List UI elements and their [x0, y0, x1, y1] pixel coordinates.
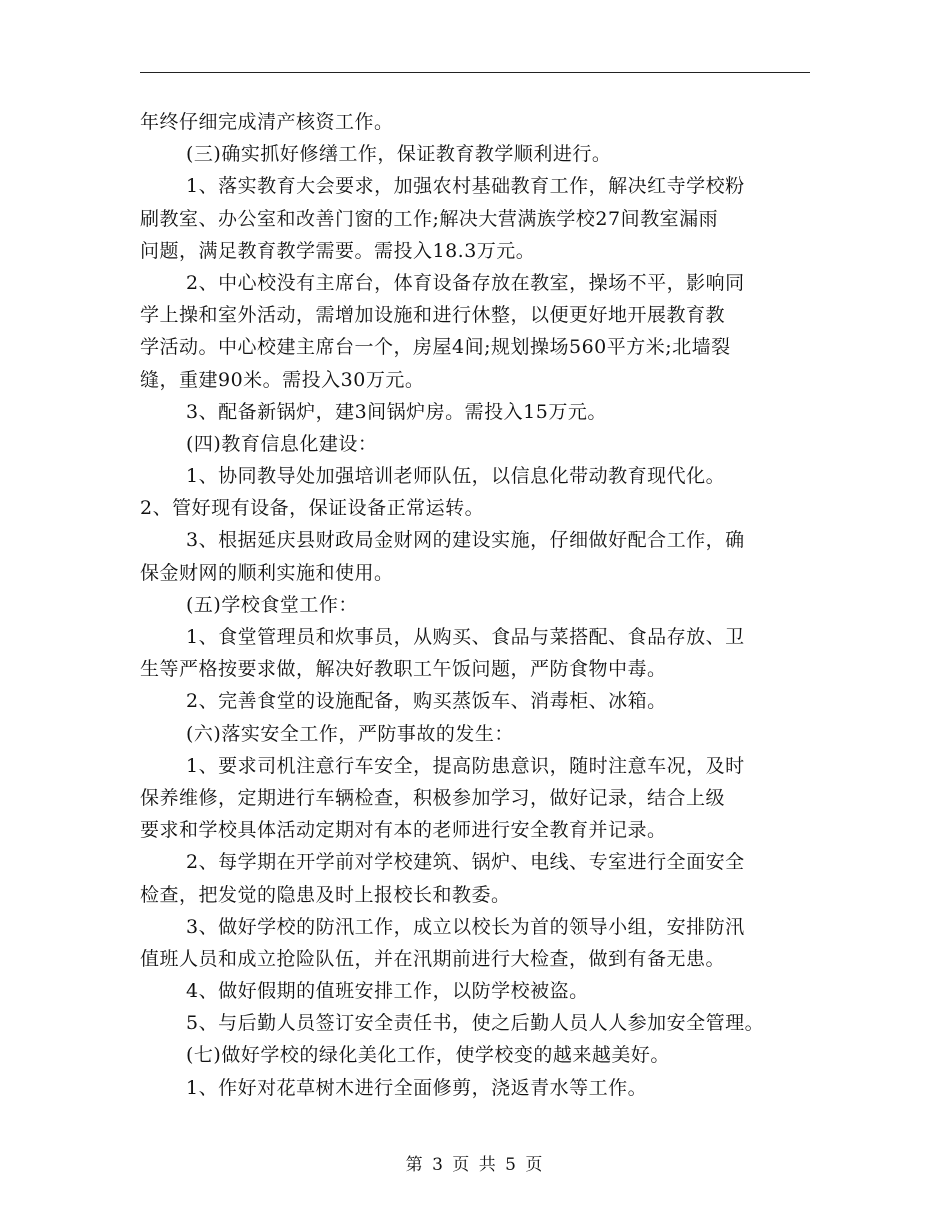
paragraph-line: (五)学校食堂工作：: [186, 593, 358, 616]
paragraph-line: 2、完善食堂的设施配备，购买蒸饭车、消毒柜、冰箱。: [186, 690, 667, 713]
paragraph-line: (七)做好学校的绿化美化工作，使学校变的越来越美好。: [186, 1044, 670, 1067]
paragraph-line: 1、落实教育大会要求，加强农村基础教育工作，解决红寺学校粉: [186, 175, 745, 198]
paragraph-line: 1、作好对花草树木进行全面修剪，浇返青水等工作。: [186, 1076, 648, 1099]
paragraph-line: 缝，重建90米。需投入30万元。: [140, 368, 425, 391]
paragraph-line: 3、做好学校的防汛工作，成立以校长为首的领导小组，安排防汛: [186, 915, 745, 938]
document-body: [140, 106, 830, 1104]
paragraph-line: 1、食堂管理员和炊事员，从购买、食品与菜搭配、食品存放、卫: [186, 626, 745, 648]
paragraph-line: 问题，满足教育教学需要。需投入18.3万元。: [140, 239, 536, 262]
paragraph-line: 4、做好假期的值班安排工作，以防学校被盗。: [186, 980, 589, 1003]
paragraph-line: 3、根据延庆县财政局金财网的建设实施，仔细做好配合工作，确: [186, 529, 745, 552]
paragraph-line: (六)落实安全工作，严防事故的发生：: [186, 722, 514, 745]
paragraph-line: 2、中心校没有主席台，体育设备存放在教室，操场不平，影响同: [186, 271, 745, 294]
paragraph-line: 5、与后勤人员签订安全责任书，使之后勤人员人人参加安全管理。: [186, 1012, 765, 1035]
paragraph-line: 2、管好现有设备，保证设备正常运转。: [140, 497, 485, 520]
paragraph-line: 保金财网的顺利实施和使用。: [140, 561, 394, 584]
paragraph-line: 保养维修，定期进行车辆检查，积极参加学习，做好记录，结合上级: [140, 786, 726, 809]
paragraph-line: 学活动。中心校建主席台一个，房屋4间;规划操场560平方米;北墙裂: [140, 336, 731, 359]
header-rule: [140, 72, 810, 73]
paragraph-line: 学上操和室外活动，需增加设施和进行休整，以便更好地开展教育教: [140, 304, 726, 327]
paragraph-line: 刷教室、办公室和改善门窗的工作;解决大营满族学校27间教室漏雨: [140, 207, 719, 230]
paragraph-line: 检查，把发觉的隐患及时上报校长和教委。: [140, 883, 511, 906]
page-number-footer: 第 3 页 共 5 页: [405, 1155, 545, 1175]
paragraph-line: (四)教育信息化建设：: [186, 432, 378, 455]
paragraph-line: (三)确实抓好修缮工作，保证教育教学顺利进行。: [186, 143, 612, 166]
paragraph-line: 3、配备新锅炉，建3间锅炉房。需投入15万元。: [186, 400, 607, 423]
paragraph-line: 2、每学期在开学前对学校建筑、锅炉、电线、专室进行全面安全: [186, 851, 745, 874]
paragraph-line: 生等严格按要求做，解决好教职工午饭问题，严防食物中毒。: [140, 658, 667, 681]
paragraph-line: 1、要求司机注意行车安全，提高防患意识，随时注意车况，及时: [186, 754, 745, 777]
paragraph-line: 1、协同教导处加强培训老师队伍，以信息化带动教育现代化。: [186, 465, 726, 488]
paragraph-line: 要求和学校具体活动定期对有本的老师进行安全教育并记录。: [140, 819, 667, 842]
paragraph-line: 值班人员和成立抢险队伍，并在汛期前进行大检查，做到有备无患。: [140, 947, 726, 970]
paragraph-line: 年终仔细完成清产核资工作。: [140, 111, 394, 133]
